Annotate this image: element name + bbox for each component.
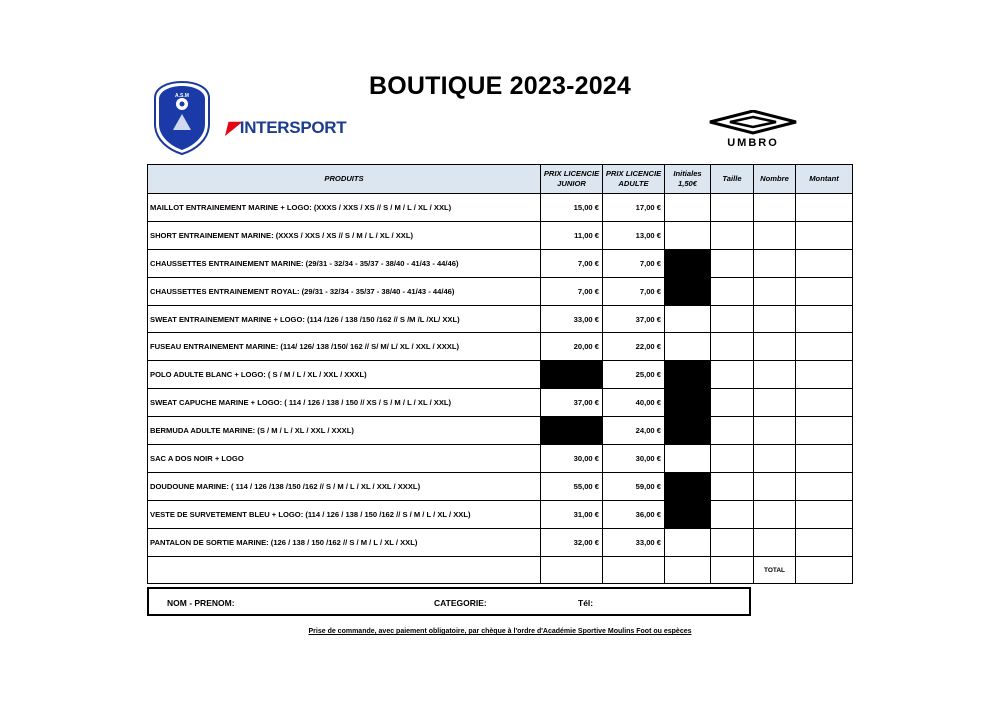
price-adulte-cell: 37,00 € [603, 305, 665, 333]
product-cell: DOUDOUNE MARINE: ( 114 / 126 /138 /150 /162 // S / M / L / XL / XXL / XXXL) [148, 472, 541, 500]
price-junior-cell: 20,00 € [541, 333, 603, 361]
price-adulte-cell: 40,00 € [603, 389, 665, 417]
initiales-unavailable-cell [665, 277, 711, 305]
price-junior-cell: 37,00 € [541, 389, 603, 417]
table-row [148, 445, 853, 473]
initiales-cell[interactable] [665, 333, 711, 361]
table-row [148, 361, 853, 389]
taille-cell[interactable] [711, 528, 754, 556]
name-label: NOM - PRENOM: [167, 598, 235, 608]
header-produits: PRODUITS [148, 165, 541, 194]
price-junior-unavailable-cell [541, 361, 603, 389]
intersport-logo-text: INTERSPORT [239, 118, 347, 137]
nombre-cell[interactable] [754, 249, 796, 277]
initiales-unavailable-cell [665, 500, 711, 528]
taille-cell[interactable] [711, 389, 754, 417]
montant-cell[interactable] [796, 389, 853, 417]
table-row [148, 333, 853, 361]
table-row [148, 194, 853, 222]
name-field[interactable] [279, 596, 429, 608]
price-adulte-cell: 7,00 € [603, 249, 665, 277]
product-cell: MAILLOT ENTRAINEMENT MARINE + LOGO: (XXXS / XXS / XS // S / M / L / XL / XXL) [148, 194, 541, 222]
initiales-unavailable-cell [665, 417, 711, 445]
total-row [148, 556, 853, 584]
taille-cell[interactable] [711, 417, 754, 445]
nombre-cell[interactable] [754, 389, 796, 417]
phone-label: Tél: [578, 598, 594, 608]
price-adulte-cell: 25,00 € [603, 361, 665, 389]
header-initiales: Initiales 1,50€ [665, 165, 711, 194]
price-junior-cell: 15,00 € [541, 194, 603, 222]
taille-cell[interactable] [711, 472, 754, 500]
table-row [148, 277, 853, 305]
montant-cell[interactable] [796, 417, 853, 445]
initiales-cell[interactable] [665, 528, 711, 556]
umbro-logo [704, 110, 802, 148]
price-junior-cell: 55,00 € [541, 472, 603, 500]
taille-cell[interactable] [711, 277, 754, 305]
taille-cell[interactable] [711, 361, 754, 389]
product-cell: SWEAT CAPUCHE MARINE + LOGO: ( 114 / 126 / 138 / 150 // XS / S / M / L / XL / XXL) [148, 389, 541, 417]
montant-cell[interactable] [796, 500, 853, 528]
header-nombre: Nombre [754, 165, 796, 194]
table-row [148, 500, 853, 528]
montant-cell[interactable] [796, 472, 853, 500]
table-row [148, 472, 853, 500]
header-prix-adulte: PRIX LICENCIE ADULTE [603, 165, 665, 194]
initiales-cell[interactable] [665, 194, 711, 222]
initiales-cell[interactable] [665, 305, 711, 333]
product-cell: VESTE DE SURVETEMENT BLEU + LOGO: (114 / 126 / 138 / 150 /162 // S / M / L / XL / XXL) [148, 500, 541, 528]
montant-cell[interactable] [796, 305, 853, 333]
header-taille: Taille [711, 165, 754, 194]
price-adulte-cell: 7,00 € [603, 277, 665, 305]
price-junior-cell: 7,00 € [541, 277, 603, 305]
montant-cell[interactable] [796, 445, 853, 473]
table-row [148, 528, 853, 556]
header-prix-junior: PRIX LICENCIE JUNIOR [541, 165, 603, 194]
table-row [148, 221, 853, 249]
intersport-logo-mark: ◤ [226, 118, 239, 137]
nombre-cell[interactable] [754, 221, 796, 249]
nombre-cell[interactable] [754, 472, 796, 500]
price-adulte-cell: 24,00 € [603, 417, 665, 445]
table-row [148, 389, 853, 417]
nombre-cell[interactable] [754, 333, 796, 361]
product-cell: CHAUSSETTES ENTRAINEMENT MARINE: (29/31 - 32/34 - 35/37 - 38/40 - 41/43 - 44/46) [148, 249, 541, 277]
product-cell: SWEAT ENTRAINEMENT MARINE + LOGO: (114 /126 / 138 /150 /162 // S /M /L /XL/ XXL) [148, 305, 541, 333]
price-adulte-cell: 30,00 € [603, 445, 665, 473]
initiales-unavailable-cell [665, 389, 711, 417]
price-adulte-cell: 59,00 € [603, 472, 665, 500]
svg-text:UMBRO: UMBRO [727, 137, 779, 148]
nombre-cell[interactable] [754, 417, 796, 445]
product-cell: POLO ADULTE BLANC + LOGO: ( S / M / L / XL / XXL / XXXL) [148, 361, 541, 389]
club-crest-logo [153, 80, 211, 156]
taille-cell[interactable] [711, 305, 754, 333]
montant-cell[interactable] [796, 277, 853, 305]
montant-cell[interactable] [796, 333, 853, 361]
montant-cell[interactable] [796, 361, 853, 389]
intersport-logo [226, 118, 346, 138]
nombre-cell[interactable] [754, 194, 796, 222]
taille-cell[interactable] [711, 221, 754, 249]
price-junior-cell: 30,00 € [541, 445, 603, 473]
price-junior-cell: 7,00 € [541, 249, 603, 277]
price-adulte-cell: 17,00 € [603, 194, 665, 222]
category-label: CATEGORIE: [434, 598, 487, 608]
payment-note: Prise de commande, avec paiement obligatoire, par chèque à l'ordre d'Académie Sportive Moulins Foot ou espèces [308, 628, 692, 635]
table-row [148, 417, 853, 445]
customer-info-box [147, 587, 751, 616]
price-junior-unavailable-cell [541, 417, 603, 445]
product-cell: CHAUSSETTES ENTRAINEMENT ROYAL: (29/31 - 32/34 - 35/37 - 38/40 - 41/43 - 44/46) [148, 277, 541, 305]
montant-cell[interactable] [796, 249, 853, 277]
nombre-cell[interactable] [754, 528, 796, 556]
total-label: TOTAL [754, 556, 796, 584]
initiales-cell[interactable] [665, 221, 711, 249]
product-cell: BERMUDA ADULTE MARINE: (S / M / L / XL / XXL / XXXL) [148, 417, 541, 445]
table-header-row [148, 165, 853, 194]
table-row [148, 249, 853, 277]
initiales-unavailable-cell [665, 361, 711, 389]
svg-text:A.S.M: A.S.M [175, 93, 189, 99]
product-cell: FUSEAU ENTRAINEMENT MARINE: (114/ 126/ 138 /150/ 162 // S/ M/ L/ XL / XXL / XXXL) [148, 333, 541, 361]
initiales-cell[interactable] [665, 445, 711, 473]
montant-cell[interactable] [796, 194, 853, 222]
initiales-unavailable-cell [665, 472, 711, 500]
montant-cell[interactable] [796, 528, 853, 556]
price-junior-cell: 33,00 € [541, 305, 603, 333]
nombre-cell[interactable] [754, 500, 796, 528]
price-junior-cell: 11,00 € [541, 221, 603, 249]
nombre-cell[interactable] [754, 445, 796, 473]
product-cell: PANTALON DE SORTIE MARINE: (126 / 138 / 150 /162 // S / M / L / XL / XXL) [148, 528, 541, 556]
price-adulte-cell: 36,00 € [603, 500, 665, 528]
price-adulte-cell: 33,00 € [603, 528, 665, 556]
taille-cell[interactable] [711, 500, 754, 528]
montant-cell[interactable] [796, 221, 853, 249]
price-adulte-cell: 13,00 € [603, 221, 665, 249]
price-junior-cell: 31,00 € [541, 500, 603, 528]
page-title: BOUTIQUE 2023-2024 [368, 72, 632, 100]
product-cell: SAC A DOS NOIR + LOGO [148, 445, 541, 473]
taille-cell[interactable] [711, 333, 754, 361]
product-cell: SHORT ENTRAINEMENT MARINE: (XXXS / XXS / XS // S / M / L / XL / XXL) [148, 221, 541, 249]
price-junior-cell: 32,00 € [541, 528, 603, 556]
taille-cell[interactable] [711, 194, 754, 222]
price-adulte-cell: 22,00 € [603, 333, 665, 361]
category-field[interactable] [494, 596, 554, 608]
nombre-cell[interactable] [754, 277, 796, 305]
nombre-cell[interactable] [754, 361, 796, 389]
table-row [148, 305, 853, 333]
header-montant: Montant [796, 165, 853, 194]
order-table [147, 164, 853, 584]
phone-field[interactable] [601, 596, 741, 608]
initiales-unavailable-cell [665, 249, 711, 277]
taille-cell[interactable] [711, 445, 754, 473]
total-value-cell[interactable] [796, 556, 853, 584]
taille-cell[interactable] [711, 249, 754, 277]
nombre-cell[interactable] [754, 305, 796, 333]
